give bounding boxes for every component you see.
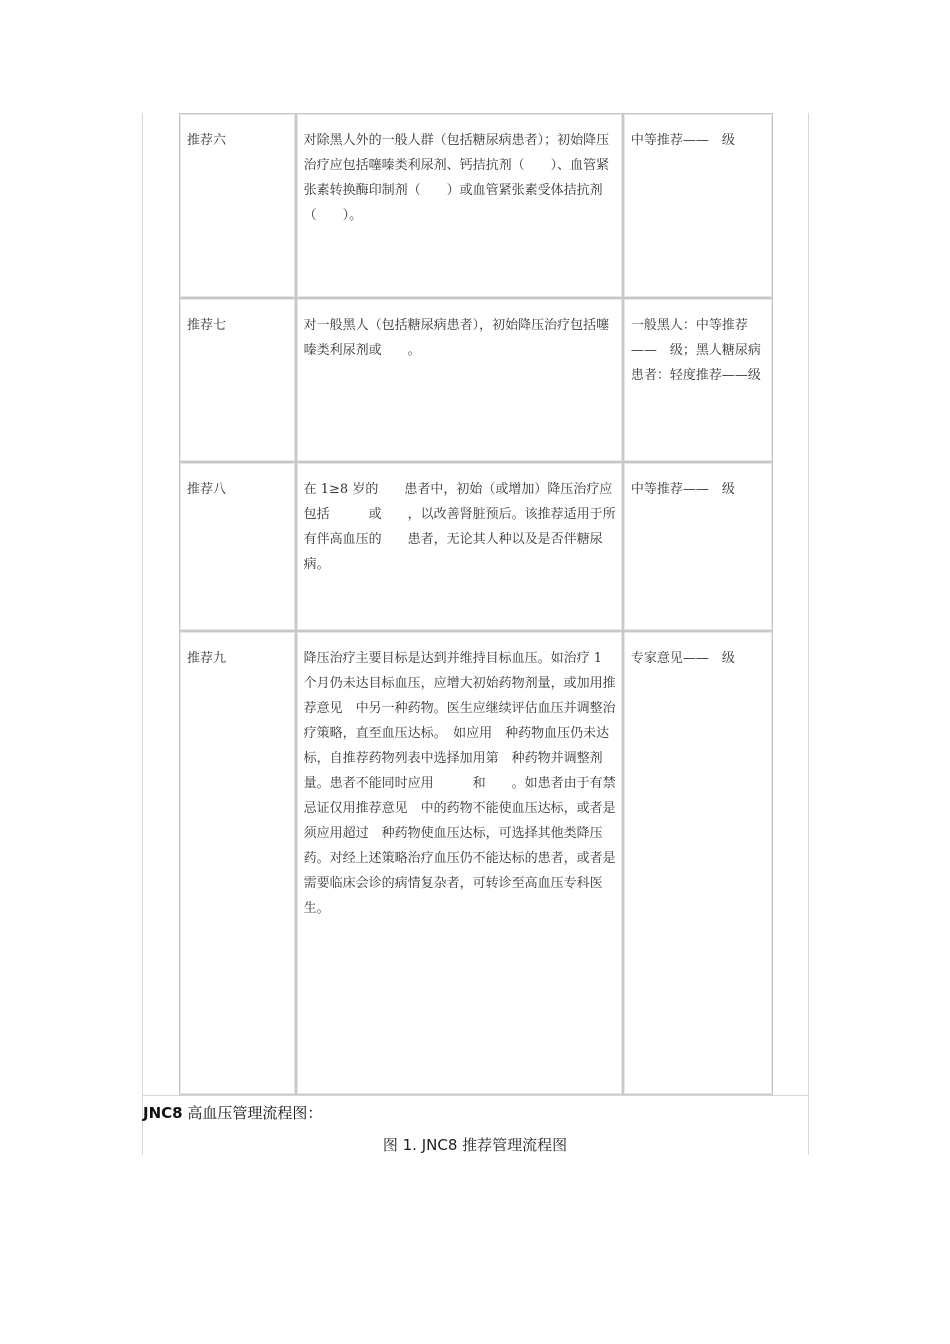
rec-grade: 专家意见—— 级 (623, 631, 773, 1095)
page-frame-left (142, 113, 143, 1155)
page-frame-right (808, 113, 809, 1155)
rec-label: 推荐八 (179, 462, 296, 631)
table-row (179, 631, 773, 1095)
rec-content: 对一般黑人（包括糖尿病患者），初始降压治疗包括噻嗪类利尿剂或 。 (296, 298, 623, 462)
heading-text: 高血压管理流程图： (182, 1104, 323, 1122)
rec-content: 对除黑人外的一般人群（包括糖尿病患者）；初始降压治疗应包括噻嗪类利尿剂、钙拮抗剂（ ）、血管紧张素转换酶印制剂（ ）或血管紧张素受体拮抗剂（ ）。 (296, 113, 623, 298)
table-row (179, 462, 773, 631)
rec-grade: 一般黑人：中等推荐—— 级；黑人糖尿病患者：轻度推荐——级 (623, 298, 773, 462)
rec-content: 在 1≥8 岁的 患者中，初始（或增加）降压治疗应包括 或 ，以改善肾脏预后。该推荐适用于所有伴高血压的 患者，无论其人种以及是否伴糖尿病。 (296, 462, 623, 631)
rec-label: 推荐七 (179, 298, 296, 462)
table-row (179, 113, 773, 298)
rec-label: 推荐六 (179, 113, 296, 298)
table-row (179, 298, 773, 462)
rec-label: 推荐九 (179, 631, 296, 1095)
figure-caption: 图 1. JNC8 推荐管理流程图 (382, 1136, 568, 1154)
heading-bold: JNC8 (143, 1104, 183, 1122)
flowchart-heading (143, 1102, 322, 1123)
section-divider (142, 1095, 809, 1096)
recommendation-table (179, 113, 773, 1095)
rec-grade: 中等推荐—— 级 (623, 113, 773, 298)
rec-grade: 中等推荐—— 级 (623, 462, 773, 631)
rec-content: 降压治疗主要目标是达到并维持目标血压。如治疗 1 个月仍未达目标血压，应增大初始药物剂量，或加用推荐意见 中另一种药物。医生应继续评估血压并调整治疗策略，直至血压达标。 如应用 种药物血压仍未达标，自推荐药物列表中选择加用第 种药物并调整剂量。患者不能同时应用 和 。如患者由于有禁忌证仅用推荐意见 中的药物不能使血压达标，或者是须应用超过 种药物使血压达标，可选择其他类降压药。对经上述策略治疗血压仍不能达标的患者，或者是需要临床会诊的病情复杂者，可转诊至高血压专科医生。 (296, 631, 623, 1095)
